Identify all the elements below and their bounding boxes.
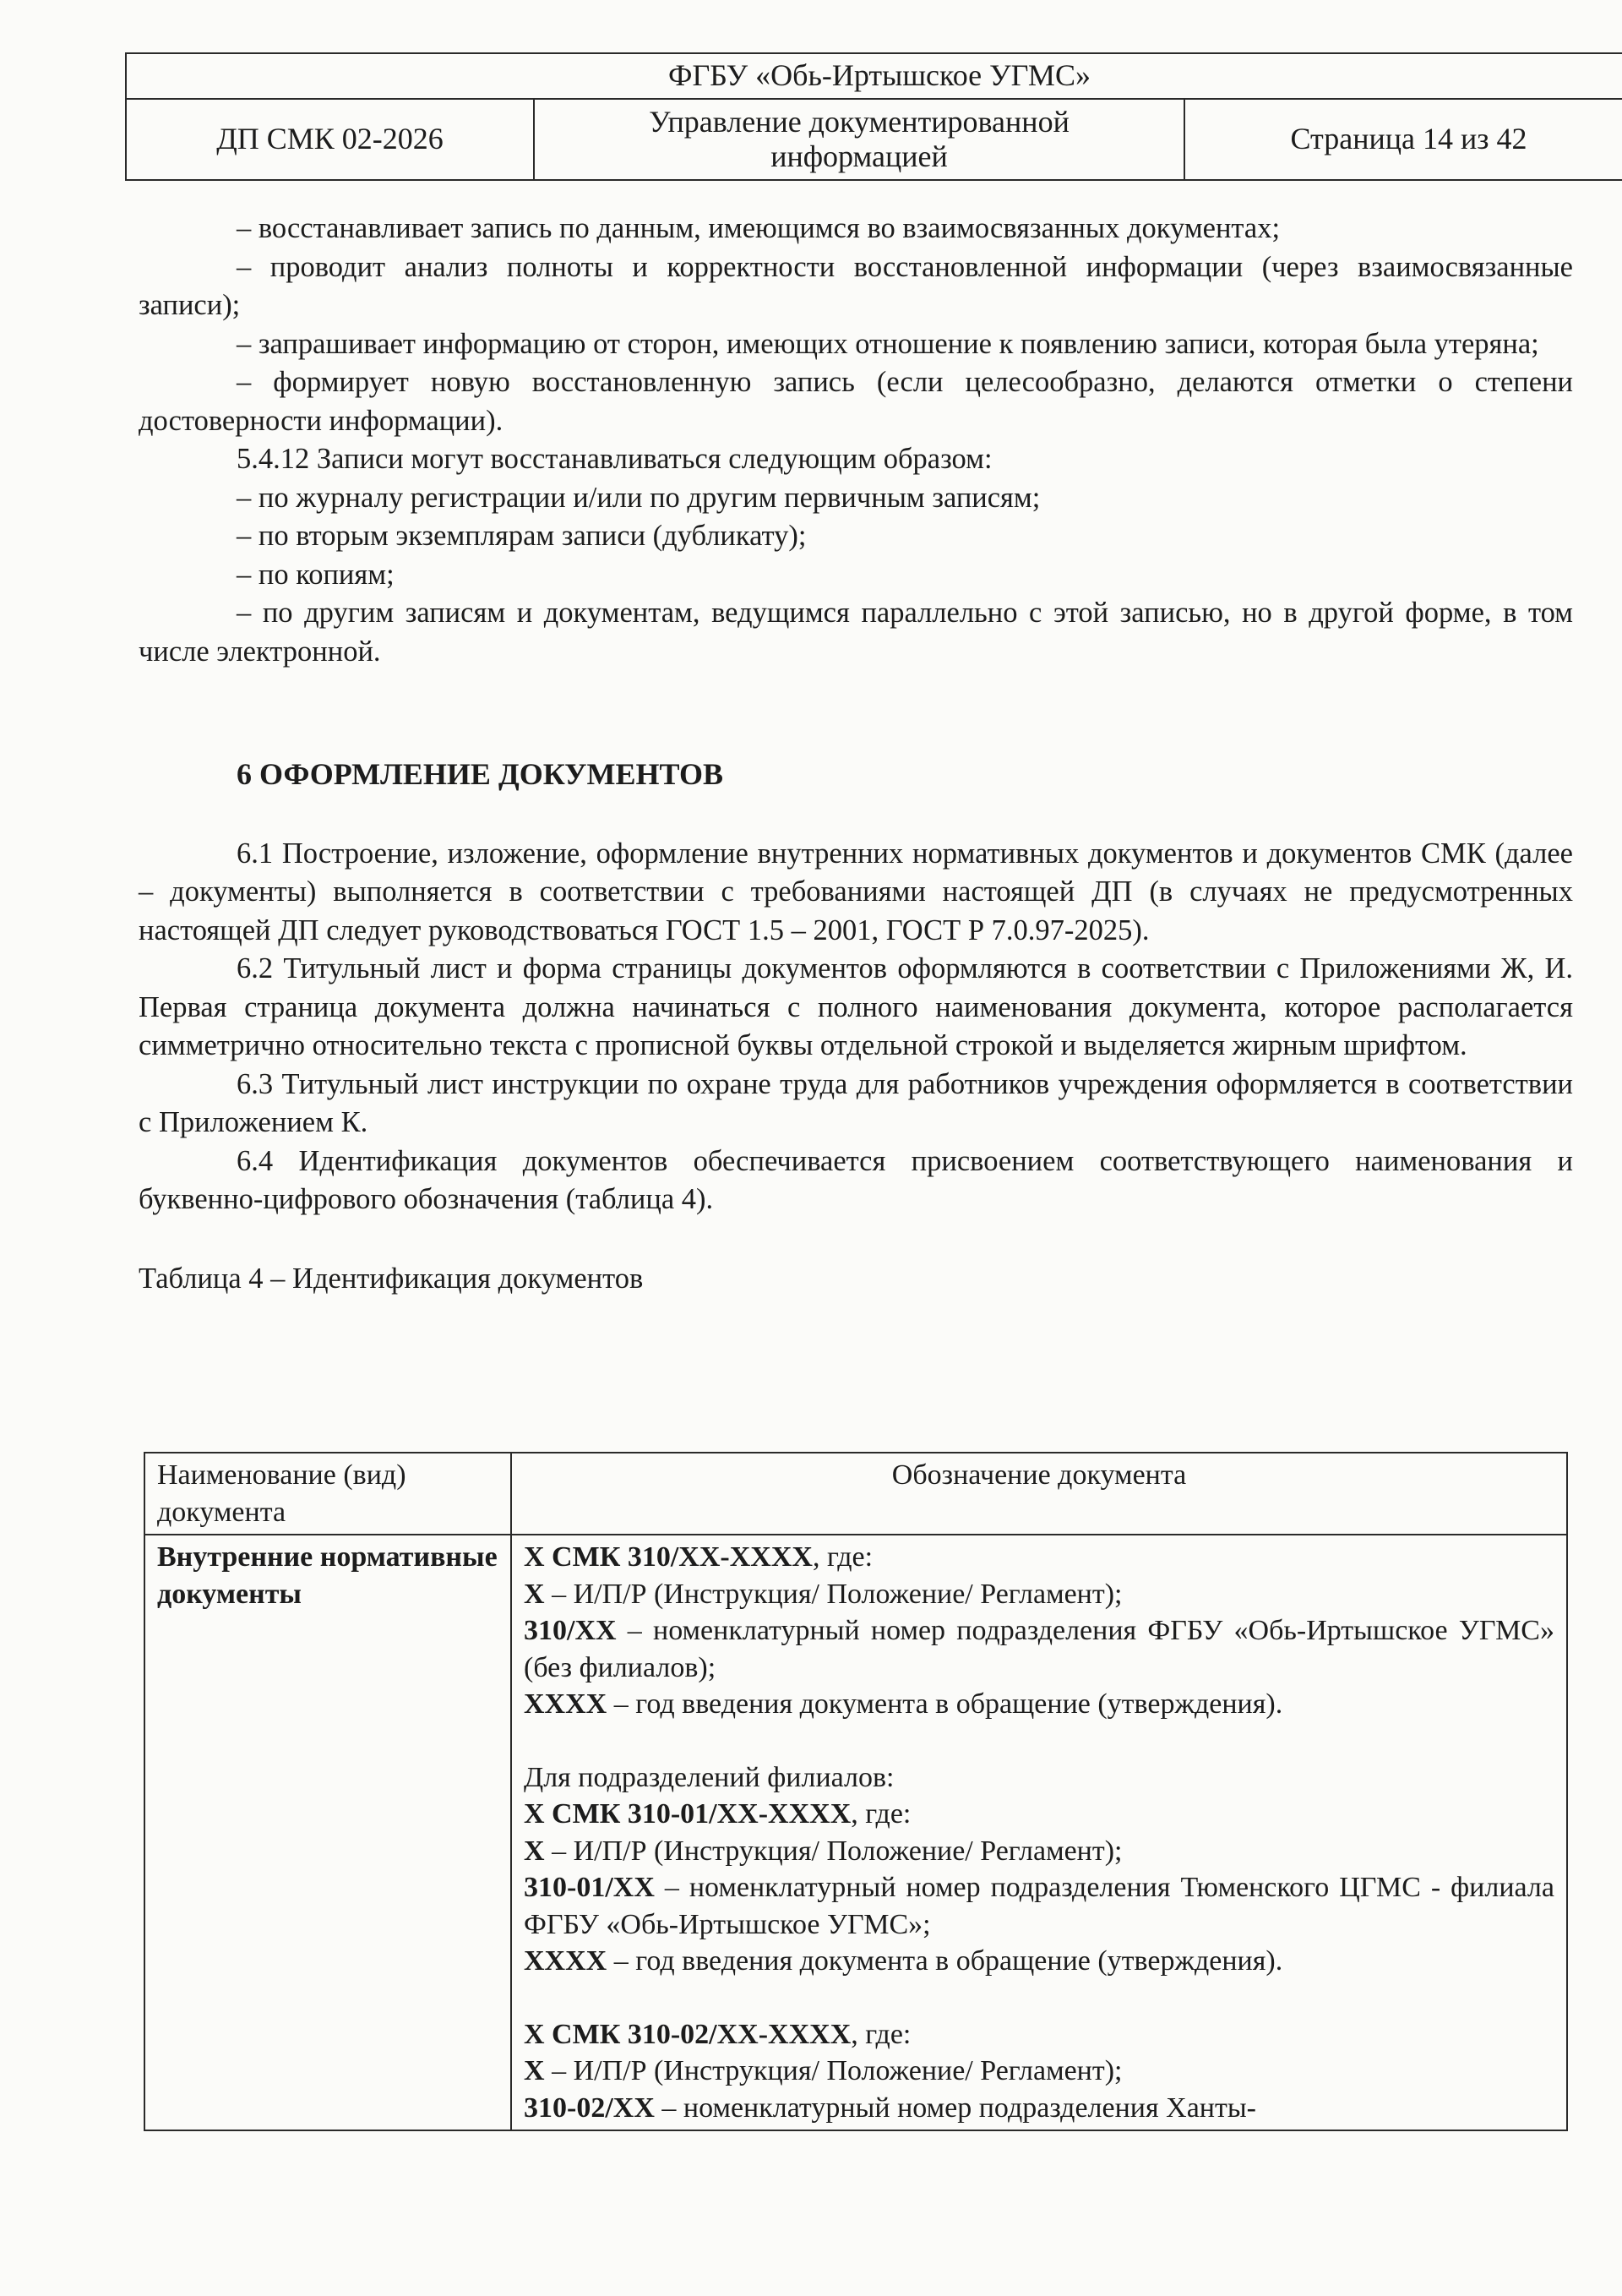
key-number: 310-01/ХХ — [524, 1872, 655, 1903]
list-item: – по журналу регистрации и/или по другим первичным записям; — [237, 481, 1041, 514]
key-year-description: – год введения документа в обращение (утверждения). — [607, 1688, 1283, 1720]
paragraph: – формирует новую восстановленную запись (если целесообразно, делаются отметки о степени достоверности информации). — [139, 366, 1573, 437]
page-number: Страница 14 из 42 — [1184, 99, 1622, 180]
document-title-line1: Управление документированной — [649, 104, 1070, 139]
document-code: ДП СМК 02-2026 — [126, 99, 534, 180]
column-header-name: Наименование (вид) документа — [144, 1453, 511, 1535]
paragraph-6-1: 6.1 Построение, изложение, оформление внутренних нормативных документов и документов СМК (далее – документы) выполняется в соответствии с требованиями настоящей ДП (в случаях не предусмотренных настоящей ДП следует руководствоваться ГОСТ 1.5 – 2001, ГОСТ Р 7.0.97-2025). — [139, 837, 1573, 946]
table-caption: Таблица 4 – Идентификация документов — [139, 1262, 644, 1295]
key-year: ХХХХ — [524, 1688, 607, 1720]
code-suffix: , где: — [851, 1798, 912, 1830]
code-suffix: , где: — [812, 1541, 874, 1573]
paragraph-6-3: 6.3 Титульный лист инструкции по охране труда для работников учреждения оформляется в соответствии с Приложением К. — [139, 1067, 1573, 1138]
document-title — [534, 99, 1184, 180]
key-x: Х — [524, 1578, 545, 1610]
paragraph: – запрашивает информацию от сторон, имеющих отношение к появлению записи, которая была утеряна; — [237, 327, 1539, 360]
paragraph: – проводит анализ полноты и корректности восстановленной информации (через взаимосвязанные записи); — [139, 250, 1573, 321]
key-number-description: – номенклатурный номер подразделения Тюменского ЦГМС - филиала ФГБУ «Обь-Иртышское УГМС»; — [524, 1872, 1554, 1940]
list-item: – по копиям; — [237, 558, 395, 591]
key-x: Х — [524, 1835, 545, 1867]
list-item: – по вторым экземплярам записи (дубликату); — [237, 520, 807, 552]
paragraph-6-2: 6.2 Титульный лист и форма страницы документов оформляются в соответствии с Приложениями Ж, И. Первая страница документа должна начинаться с полного наименования документа, которое располагается симметрично относительно текста с прописной буквы отдельной строкой и выделяется жирным шрифтом. — [139, 952, 1573, 1061]
paragraph-5-4-12: 5.4.12 Записи могут восстанавливаться следующим образом: — [237, 443, 993, 475]
key-x-description: – И/П/Р (Инструкция/ Положение/ Регламент); — [544, 1835, 1123, 1867]
branches-intro: Для подразделений филиалов: — [524, 1761, 895, 1793]
row-designation — [511, 1535, 1567, 2130]
body-text — [139, 210, 1573, 1298]
key-year-description: – год введения документа в обращение (утверждения). — [607, 1945, 1283, 1977]
code-suffix: , где: — [851, 2018, 912, 2050]
document-title-line2: информацией — [770, 139, 948, 173]
key-year: ХХХХ — [524, 1945, 607, 1977]
page-header-table — [125, 52, 1622, 181]
table-header-row — [144, 1453, 1567, 1535]
table-row — [144, 1535, 1567, 2130]
key-number: 310-02/ХХ — [524, 2091, 655, 2124]
key-x-description: – И/П/Р (Инструкция/ Положение/ Регламент); — [544, 1578, 1123, 1610]
key-number-description: – номенклатурный номер подразделения ФГБУ «Обь-Иртышское УГМС» (без филиалов); — [524, 1615, 1554, 1683]
key-number: 310/ХХ — [524, 1615, 617, 1646]
paragraph: – восстанавливает запись по данным, имеющимся во взаимосвязанных документах; — [237, 212, 1281, 244]
row-document-type: Внутренние нормативные документы — [144, 1535, 511, 2130]
key-x: Х — [524, 2055, 545, 2086]
code-pattern: Х СМК 310/ХХ-ХХХХ — [524, 1541, 813, 1573]
key-number-description: – номенклатурный номер подразделения Ханты- — [654, 2091, 1256, 2124]
identification-table — [144, 1452, 1568, 2131]
column-header-designation: Обозначение документа — [511, 1453, 1567, 1535]
paragraph-6-4: 6.4 Идентификация документов обеспечивается присвоением соответствующего наименования и буквенно-цифрового обозначения (таблица 4). — [139, 1144, 1573, 1215]
code-pattern: Х СМК 310-01/ХХ-ХХХХ — [524, 1798, 852, 1830]
organization-name: ФГБУ «Обь-Иртышское УГМС» — [126, 53, 1622, 99]
key-x-description: – И/П/Р (Инструкция/ Положение/ Регламент); — [544, 2055, 1123, 2086]
code-pattern: Х СМК 310-02/ХХ-ХХХХ — [524, 2018, 852, 2050]
section-heading: 6 ОФОРМЛЕНИЕ ДОКУМЕНТОВ — [237, 757, 724, 791]
list-item: – по другим записям и документам, ведущимся параллельно с этой записью, но в другой форме, в том числе электронной. — [139, 597, 1573, 668]
